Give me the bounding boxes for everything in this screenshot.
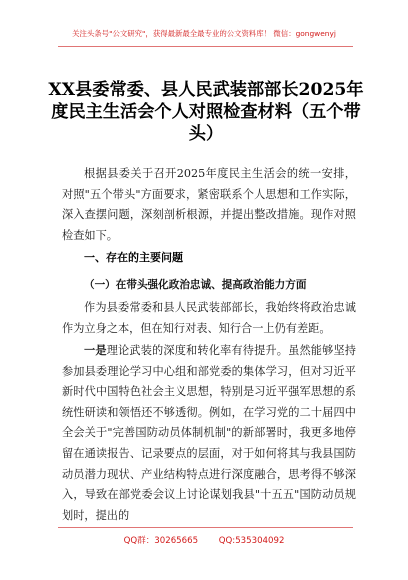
subsection-heading: （一）在带头强化政治忠诚、提高政治能力方面 [84, 279, 307, 291]
footer-divider [58, 527, 353, 528]
intro-text: 根据县委关于召开2025年度民主生活会的统一安排，对照"五个带头"方面要求，紧密联系个人思想和工作实际，深入查摆问题，深刻剖析根源，并提出整改措施。现作对照检查如下。 [62, 167, 356, 242]
paragraph-2-container [62, 340, 356, 526]
header-divider [58, 46, 353, 47]
paragraph-1 [62, 298, 356, 339]
paragraph-1-text: 作为县委常委和县人民武装部部长，我始终将政治忠诚作为立身之本，但在知行对表、知行合一上仍有差距。 [62, 301, 356, 335]
footer-qq-group: QQ群：30265665 [123, 536, 199, 546]
footer-contact [0, 534, 408, 546]
section-heading: 一、存在的主要问题 [84, 251, 183, 264]
paragraph-2-lead: 一是 [84, 343, 107, 357]
footer-qq: QQ:535304092 [218, 536, 285, 546]
intro-paragraph [62, 164, 356, 246]
paragraph-2-text: 理论武装的深度和转化率有待提升。虽然能够坚持参加县委理论学习中心组和部党委的集体学习，但对习近平新时代中国特色社会主义思想，特别是习近平强军思想的系统性研读和领悟还不够透彻。例如，在学习党的二十届四中全会关于"完善国防动员体制机制"的新部署时，我更多地停留在通读报告、记录要点的层面，对于如何将其与我县国防动员潜力现状、产业结构特点进行深度融合，思考得不够深入，导致在部党委会议上讨论谋划我县"十五五"国防动员规划时，提出的 [62, 344, 356, 522]
document-title: XX县委常委、县人民武装部部长2025年度民主生活会个人对照检查材料（五个带头） [48, 80, 364, 144]
header-notice: 关注头条号"公文研究"，获得最新最全最专业的公文资料库！ 微信：gongwenyj [72, 29, 336, 38]
paragraph-2 [62, 340, 356, 526]
